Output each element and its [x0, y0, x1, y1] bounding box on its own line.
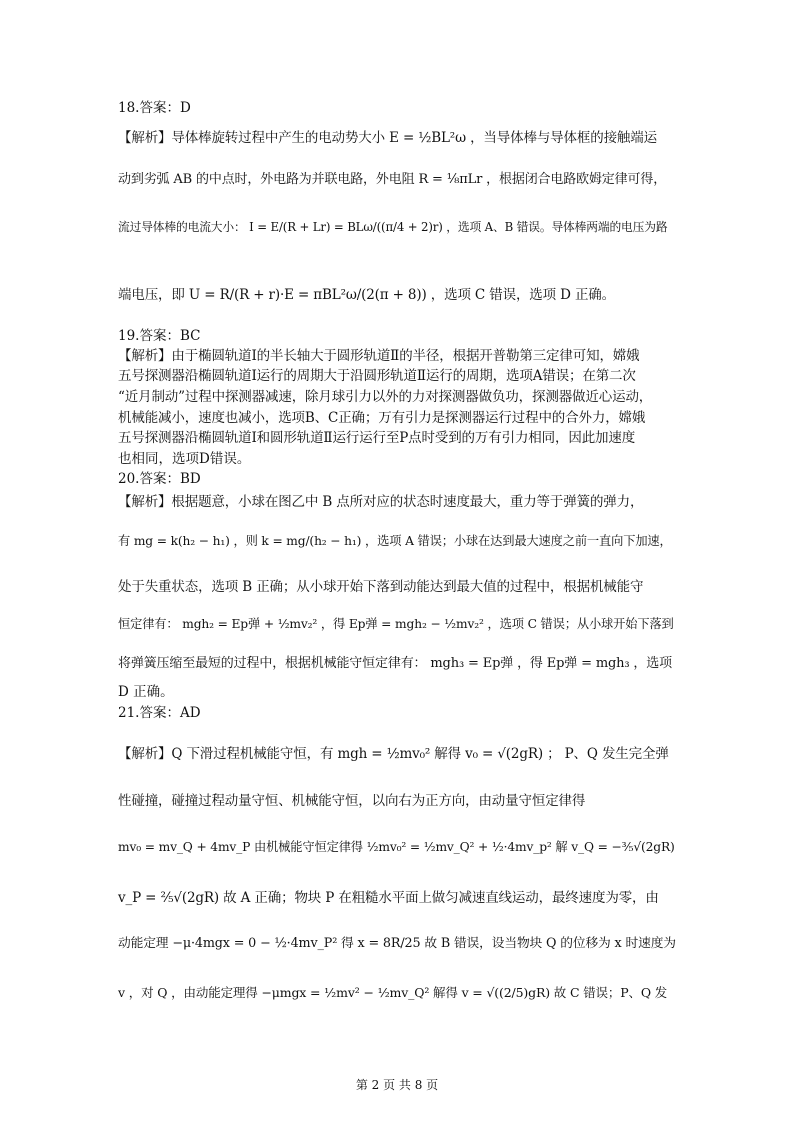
- analysis-21-line-1: 【解析】Q 下滑过程机械能守恒，有 mgh = ½mv₀² 解得 v₀ = √(2gR) ； P、Q 发生完全弹: [118, 746, 669, 762]
- analysis-20-line-2: 有 mg = k(h₂ − h₁) ，则 k = mg/(h₂ − h₁) ，选项 A 错误；小球在达到最大速度之前一直向下加速，: [118, 534, 672, 548]
- analysis-19-line-2: 五号探测器沿椭圆轨道Ⅰ运行的周期大于沿圆形轨道Ⅱ运行的周期，选项A错误；在第二次: [118, 368, 636, 384]
- analysis-18-line-4: 端电压，即 U = R/(R + r)·E = πBL²ω/(2(π + 8)) ，选项 C 错误，选项 D 正确。: [118, 287, 616, 303]
- analysis-21-line-2: 性碰撞，碰撞过程动量守恒、机械能守恒，以向右为正方向，由动量守恒定律得: [118, 793, 586, 809]
- analysis-19-line-4: 机械能减小，速度也减小，选项B、C正确；万有引力是探测器运行过程中的合外力，嫦娥: [118, 410, 646, 426]
- analysis-21-line-4: v_P = ⅖√(2gR) 故 A 正确；物块 P 在粗糙水平面上做匀减速直线运动，最终速度为零，由: [118, 890, 659, 906]
- analysis-19-line-1: 【解析】由于椭圆轨道Ⅰ的半长轴大于圆形轨道Ⅱ的半径，根据开普勒第三定律可知，嫦娥: [118, 348, 640, 364]
- analysis-18-line-1: 【解析】导体棒旋转过程中产生的电动势大小 E = ½BL²ω ，当导体棒与导体框的接触端运: [118, 130, 657, 146]
- answer-19-heading: 19.答案：BC: [118, 328, 201, 344]
- answer-20-heading: 20.答案：BD: [118, 471, 201, 487]
- analysis-19-line-6: 也相同，选项D错误。: [118, 451, 251, 467]
- analysis-19-line-3: “近月制动”过程中探测器减速，除月球引力以外的力对探测器做负功，探测器做近心运动，: [118, 389, 653, 405]
- analysis-20-line-1: 【解析】根据题意，小球在图乙中 B 点所对应的状态时速度最大，重力等于弹簧的弹力，: [118, 494, 644, 510]
- page-footer: 第 2 页 共 8 页: [355, 1078, 439, 1092]
- analysis-18-line-2: 动到劣弧 AB 的中点时，外电路为并联电路，外电阻 R = ⅛πLr ，根据闭合电路欧姆定律可得，: [118, 172, 667, 187]
- analysis-21-line-5: 动能定理 −μ·4mgx = 0 − ½·4mv_P² 得 x = 8R/25 故 B 错误，设当物块 Q 的位移为 x 时速度为: [118, 936, 676, 951]
- analysis-20-line-6: D 正确。: [118, 684, 174, 700]
- analysis-21-line-6: v ，对 Q ，由动能定理得 −μmgx = ½mv² − ½mv_Q² 解得 v = √((2/5)gR) 故 C 错误；P、Q 发: [118, 985, 668, 1000]
- analysis-21-line-3: mv₀ = mv_Q + 4mv_P 由机械能守恒定律得 ½mv₀² = ½mv_Q² + ½·4mv_p² 解 v_Q = −⅗√(2gR): [118, 840, 675, 854]
- analysis-20-line-4: 恒定律有： mgh₂ = Ep弹 + ½mv₂² ，得 Ep弹 = mgh₂ − ½mv₂² ，选项 C 错误；从小球开始下落到: [118, 617, 674, 631]
- analysis-20-line-3: 处于失重状态，选项 B 正确；从小球开始下落到动能达到最大值的过程中，根据机械能守: [118, 579, 644, 595]
- analysis-20-line-5: 将弹簧压缩至最短的过程中，根据机械能守恒定律有： mgh₃ = Ep弹 ，得 Ep弹 = mgh₃ ，选项: [118, 656, 672, 671]
- answer-18-heading: 18.答案：D: [118, 100, 191, 116]
- answer-21-heading: 21.答案：AD: [118, 705, 201, 721]
- analysis-18-line-3: 流过导体棒的电流大小： I = E/(R + Lr) = BLω/((π/4 + 2)r) ，选项 A、B 错误。导体棒两端的电压为路: [118, 220, 668, 234]
- analysis-19-line-5: 五号探测器沿椭圆轨道Ⅰ和圆形轨道Ⅱ运行运行至P点时受到的万有引力相同，因此加速度: [118, 430, 636, 446]
